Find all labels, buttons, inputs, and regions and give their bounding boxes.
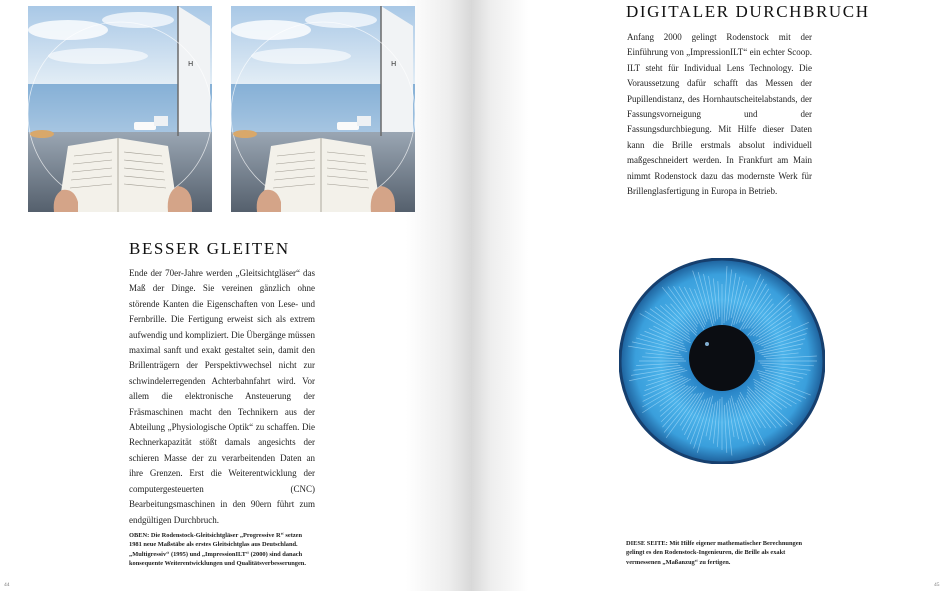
right-page — [472, 0, 944, 591]
blue-eye-iris-photo — [619, 258, 825, 469]
reading-by-sailboat-photo-2 — [231, 6, 415, 212]
reading-by-sailboat-photo-1 — [28, 6, 212, 212]
svg-text:H: H — [391, 60, 397, 68]
body-text-digitaler-durchbruch: Anfang 2000 gelingt Rodenstock mit der Einführung von „ImpressionILT“ ein echter Scoop. ILT steht für Individual Lens Technology. Die Voraussetzung dafür schafft das Messen der Pupillendistanz, des Hornhautscheitelabstands, der Fassungsvorneigung und der Fassungsdurchbiegung. Mit Hilfe dieser Daten kann die Brille erstmals absolut individuell maßgeschneidert werden. In Frankfurt am Main nimmt Rodenstock dazu das modernste Werk für Brillenglasfertigung in Europa in Betrieb. — [627, 32, 812, 197]
section-heading-digitaler-durchbruch: DIGITALER DURCHBRUCH — [626, 2, 870, 21]
body-text-besser-gleiten: Ende der 70er-Jahre werden „Gleitsichtgläser“ das Maß der Dinge. Sie vereinen gänzlich ohne störende Kanten die Eigenschaften von Lese- und Fernbrille. Die Fertigung erweist sich als extrem aufwendig und kompliziert. Die Übergänge müssen maximal sanft und exakt gestaltet sein, damit den Brillenträgern der Perspektivwechsel nicht zur schwindelerregenden Achterbahnfahrt wird. Vor allem die elektronische Ansteuerung der Fräsmaschinen macht den Technikern aus der Abteilung „Physiologische Optik“ zu schaffen. Die Rechnerkapazität stößt damals angesichts der schieren Masse der zu verarbeitenden Daten an ihre Grenzen. Erst die Weiterentwicklung der computergesteuerten (CNC) Bearbeitungsmaschinen in den 90ern führt zum endgültigen Durchbruch. — [129, 268, 315, 525]
photo-caption-right: DIESE SEITE: Mit Hilfe eigener mathematischer Berechnungen gelingt es den Rodenstock-Ingenieuren, die Brille als exakt vermessenen „Maßanzug“ zu fertigen. — [626, 540, 803, 566]
page-number-right: 45 — [934, 582, 940, 588]
photo-caption-left: OBEN: Die Rodenstock-Gleitsichtgläser „Progressive R“ setzen 1981 neue Maßstäbe als erstes Gleitsichtglas aus Deutschland. „Multigressiv“ (1995) und „ImpressionILT“ (2000) sind danach konsequente Weiterentwicklungen und Qualitätsverbesserungen. — [129, 532, 306, 568]
svg-text:H: H — [188, 60, 194, 68]
page-number-left: 44 — [4, 582, 10, 588]
section-heading-besser-gleiten: BESSER GLEITEN — [129, 239, 290, 258]
